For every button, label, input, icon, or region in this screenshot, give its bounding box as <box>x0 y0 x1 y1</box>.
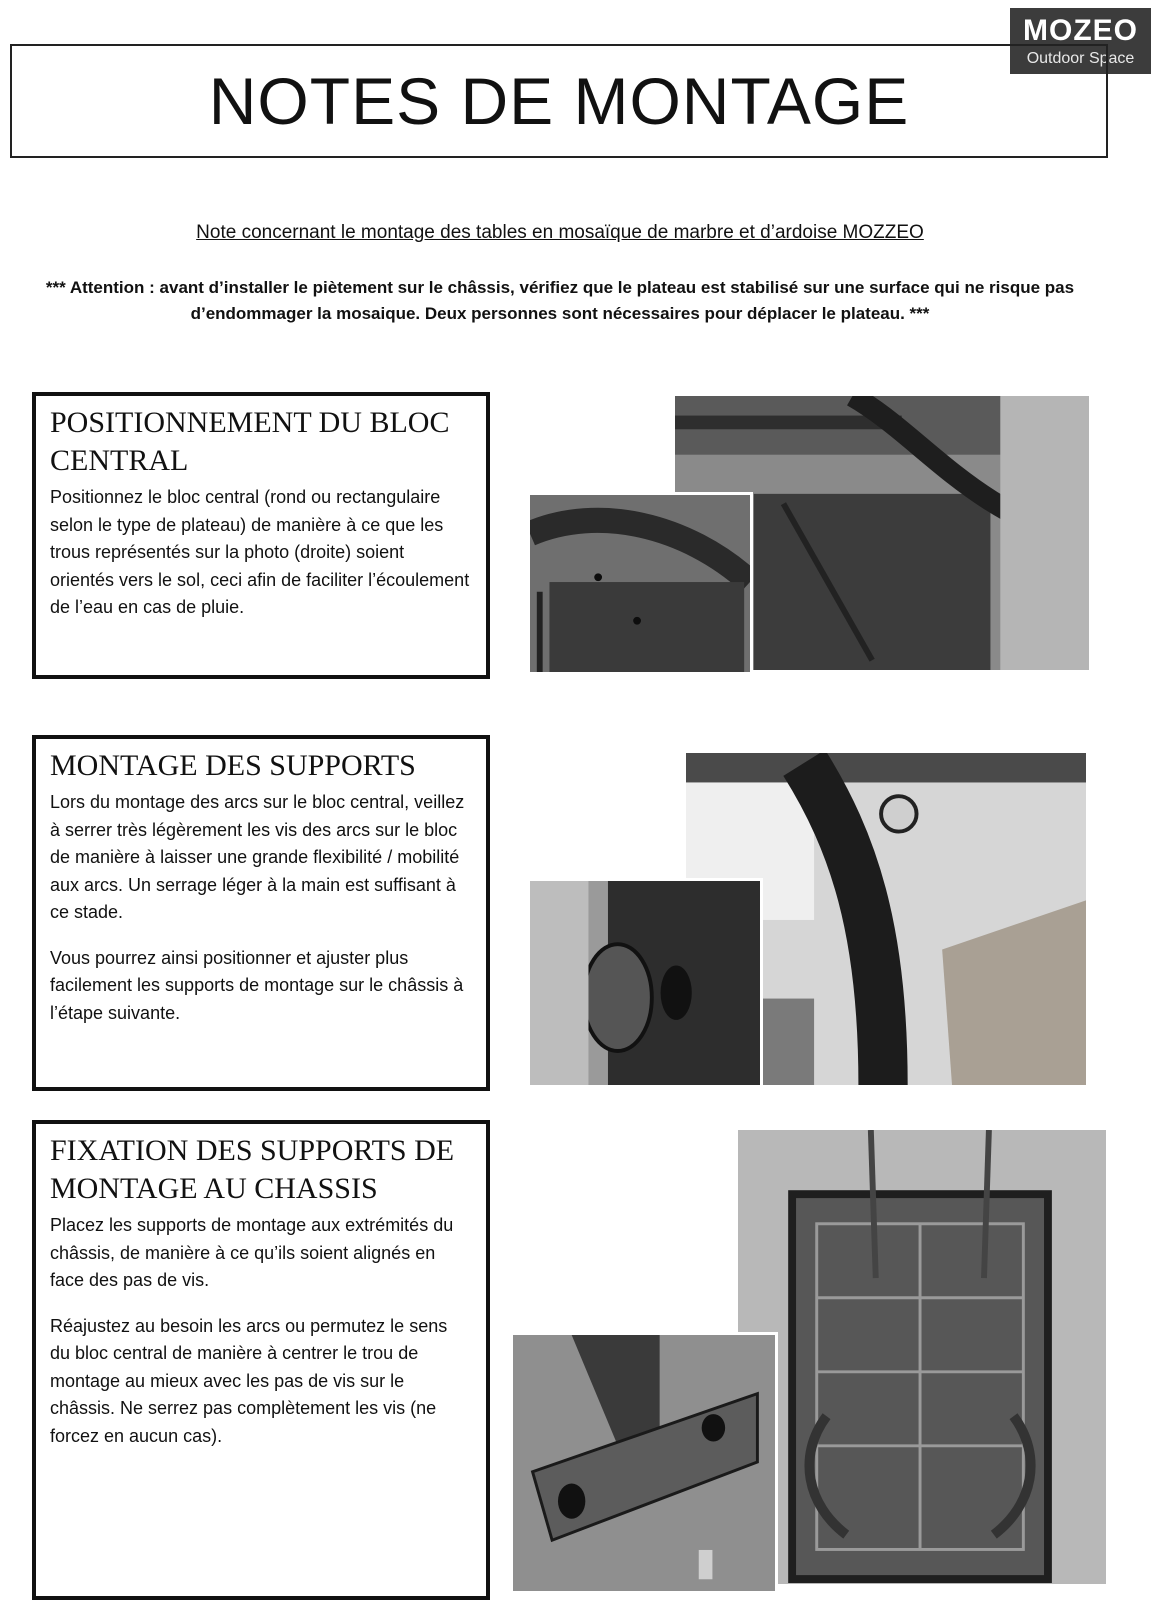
section-paragraph: Lors du montage des arcs sur le bloc central, veillez à serrer très légèrement les vis des arcs sur le bloc de manière à laisser une grande flexibilité / mobilité aux arcs. Un serrage léger à la main est suffisant à ce stade. <box>50 792 465 922</box>
section-heading: FIXATION DES SUPPORTS DE MONTAGE AU CHASSIS <box>50 1134 455 1205</box>
section-supports-assembly <box>32 735 490 1091</box>
photo-mounting-bracket <box>510 1332 778 1594</box>
section-paragraph: Vous pourrez ainsi positionner et ajuster plus facilement les supports de montage sur le châssis à l’étape suivante. <box>50 947 464 1023</box>
logo-tagline: Outdoor Space <box>1026 50 1135 67</box>
photo-central-block-holes <box>527 492 753 675</box>
attention-warning: *** Attention : avant d’installer le piètement sur le châssis, vérifiez que le plateau est stabilisé sur une surface qui ne risque pas d’endommager la mosaique. Deux personnes sont nécessaires pour déplacer le plateau. *** <box>45 278 1075 323</box>
section-supports-fixing <box>32 1120 490 1600</box>
section-heading: POSITIONNEMENT DU BLOC CENTRAL <box>50 406 450 477</box>
page-title: NOTES DE MONTAGE <box>208 64 910 138</box>
photo-arc-screw-closeup <box>527 878 763 1088</box>
section-paragraph: Réajustez au besoin les arcs ou permutez le sens du bloc central de manière à centrer le trou de montage au mieux avec les pas de vis sur le châssis. Ne serrez pas complètement les vis (ne forcez en aucun cas). <box>50 1315 448 1446</box>
photo-chassis-overview <box>735 1127 1109 1587</box>
section-heading: MONTAGE DES SUPPORTS <box>50 749 416 782</box>
section-paragraph: Placez les supports de montage aux extrémités du châssis, de manière à ce qu’ils soient alignés en face des pas de vis. <box>50 1215 454 1290</box>
section-paragraph: Positionnez le bloc central (rond ou rectangulaire selon le type de plateau) de manière à ce que les trous représentés sur la photo (droite) soient orientés vers le sol, ceci afin de faciliter l’écoulement de l’eau en cas de pluie. <box>50 487 470 617</box>
title-box <box>10 44 1108 158</box>
section-central-block <box>32 392 490 679</box>
logo-brand: MOZEO <box>1023 14 1138 47</box>
document-subtitle: Note concernant le montage des tables en mosaïque de marbre et d’ardoise MOZZEO <box>196 222 924 243</box>
